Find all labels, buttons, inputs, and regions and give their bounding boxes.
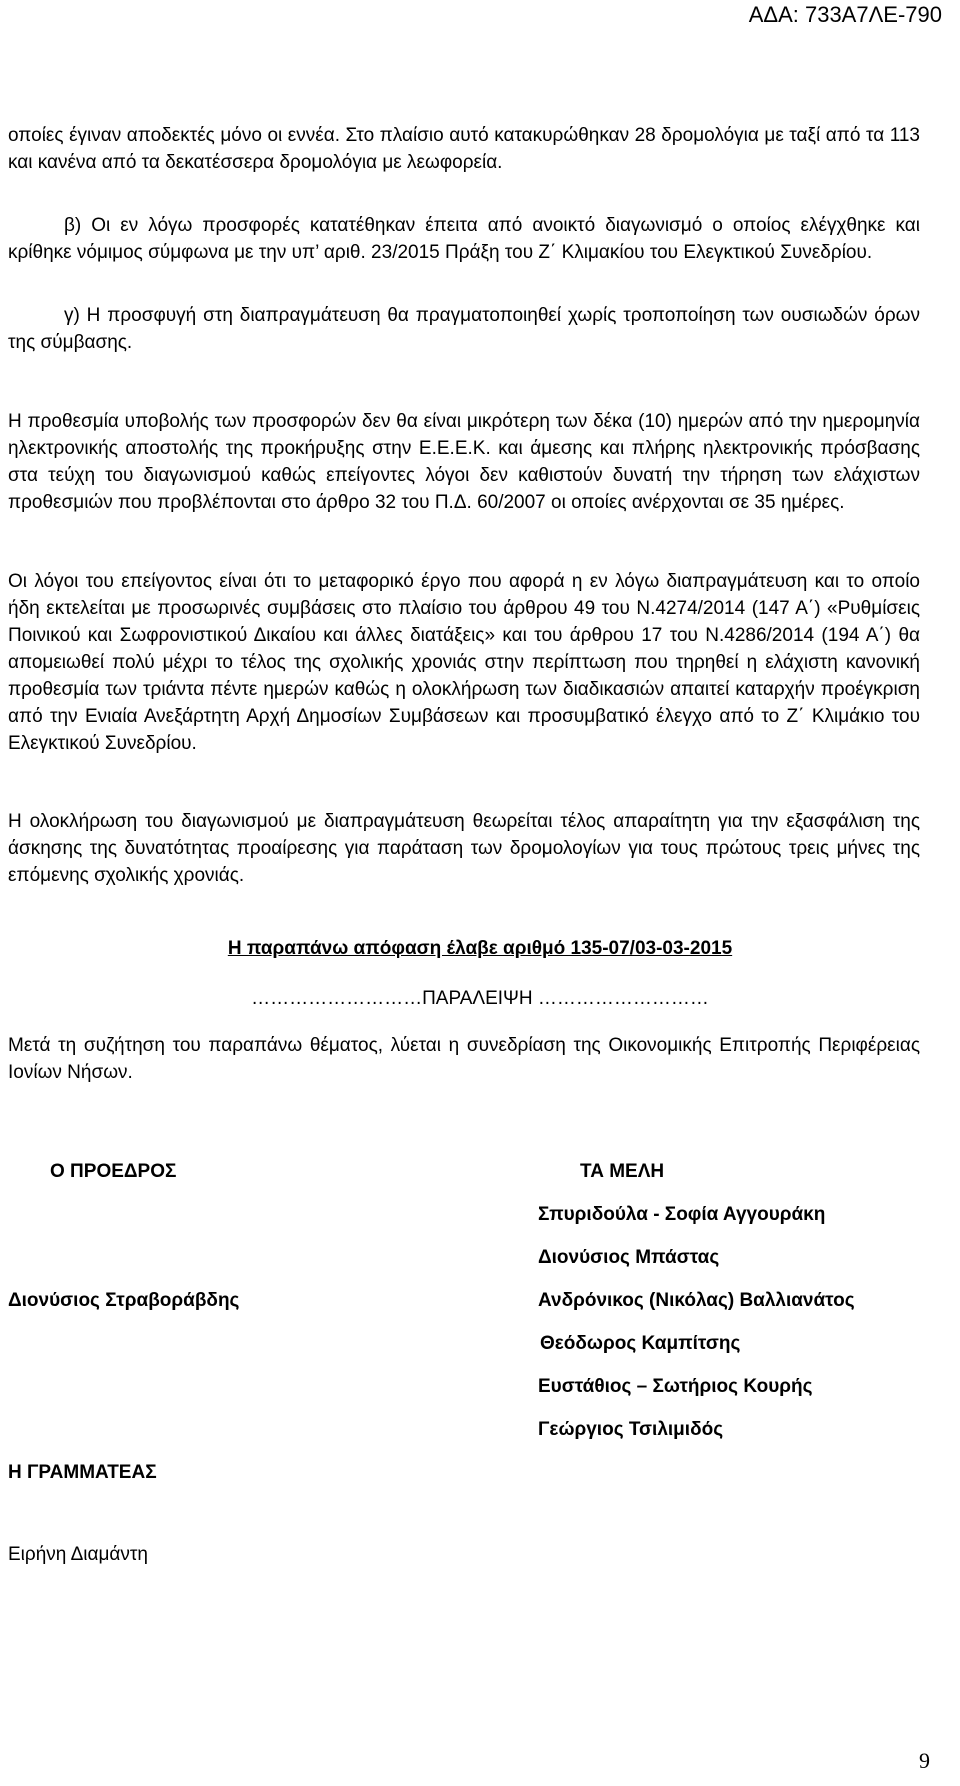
secretary-name: Ειρήνη Διαμάντη [8,1544,148,1565]
members-title: ΤΑ ΜΕΛΗ [580,1161,665,1182]
paragraph: Η ολοκλήρωση του διαγωνισμού με διαπραγμάτευση θεωρείται τέλος απαραίτητη για την εξασφάλιση της άσκησης της δυνατότητας προαίρεσης για παράταση των δρομολογίων για τους πρώτους τρεις μήνες της επόμενης σχολικής χρονιάς. [8,811,920,886]
paragraph: γ) Η προσφυγή στη διαπραγμάτευση θα πραγματοποιηθεί χωρίς τροποποίηση των ουσιωδών όρων της σύμβασης. [8,305,920,353]
paragraph-continuation [8,122,920,176]
member-name: Διονύσιος Μπάστας [538,1247,720,1268]
page-number: 9 [919,1748,930,1773]
paragraph-urgency [8,568,920,757]
ada-code: ΑΔΑ: 733Α7ΛΕ-790 [748,2,942,27]
paragraph: Οι λόγοι του επείγοντος είναι ότι το μεταφορικό έργο που αφορά η εν λόγω διαπραγμάτευση και το οποίο ήδη εκτελείται με προσωρινές συμβάσεις στο πλαίσιο του άρθρου 49 του Ν.4274/2014 (147 Α΄) «Ρυθμίσεις Ποινικού και Σωφρονιστικού Δικαίου και άλλες διατάξεις» και του άρθρου 17 του Ν.4286/2014 (194 Α΄) θα απομειωθεί πολύ μέχρι το τέλος της σχολικής χρονιάς στην περίπτωση που τηρηθεί η ελάχιστη κανονική προθεσμία των τριάντα πέντε ημερών καθώς η ολοκλήρωση των διαδικασιών απαιτεί καταρχήν προέγκριση από την Ενιαία Ανεξάρτητη Αρχή Δημοσίων Συμβάσεων και προσυμβατικό έλεγχο από το Ζ΄ Κλιμάκιο του Ελεγκτικού Συνεδρίου. [8,571,920,754]
decision-number: Η παραπάνω απόφαση έλαβε αριθμό 135-07/03-03-2015 [227,938,733,959]
paragraph-closing [8,1032,920,1086]
secretary-title: Η ΓΡΑΜΜΑΤΕΑΣ [8,1462,157,1483]
paragraph: οποίες έγιναν αποδεκτές μόνο οι εννέα. Στο πλαίσιο αυτό κατακυρώθηκαν 28 δρομολόγια με ταξί από τα 113 και κανένα από τα δεκατέσσερα δρομολόγια με λεωφορεία. [8,125,920,173]
member-name: Σπυριδούλα - Σοφία Αγγουράκη [538,1204,826,1225]
paragraph-c [8,302,920,356]
president-name: Διονύσιος Στραβοράβδης [8,1290,240,1311]
member-name: Ανδρόνικος (Νικόλας) Βαλλιανάτος [538,1290,855,1311]
member-name: Ευστάθιος – Σωτήριος Κουρής [538,1376,813,1397]
member-name: Γεώργιος Τσιλιμιδός [538,1419,724,1440]
paragraph-b [8,212,920,266]
paragraph-deadline [8,408,920,516]
paragraph-conclusion [8,808,920,889]
member-name: Θεόδωρος Καμπίτσης [540,1333,741,1354]
omission-marker: ………………………ΠΑΡΑΛΕΙΨΗ ……………………… [251,988,709,1009]
paragraph: β) Οι εν λόγω προσφορές κατατέθηκαν έπειτα από ανοικτό διαγωνισμό ο οποίος ελέγχθηκε και κρίθηκε νόμιμος σύμφωνα με την υπ’ αριθ. 23/2015 Πράξη του Ζ΄ Κλιμακίου του Ελεγκτικού Συνεδρίου. [8,215,920,263]
paragraph: Η προθεσμία υποβολής των προσφορών δεν θα είναι μικρότερη των δέκα (10) ημερών από την ημερομηνία ηλεκτρονικής αποστολής της προκήρυξης στην Ε.Ε.Ε.Κ. και άμεσης και πλήρης ηλεκτρονικής πρόσβασης στα τεύχη του διαγωνισμού καθώς επείγοντες λόγοι δεν καθιστούν δυνατή την τήρηση των ελάχιστων προθεσμιών που προβλέπονται στο άρθρο 32 του Π.Δ. 60/2007 οι οποίες ανέρχονται σε 35 ημέρες. [8,411,920,513]
paragraph: Μετά τη συζήτηση του παραπάνω θέματος, λύεται η συνεδρίαση της Οικονομικής Επιτροπής Περιφέρειας Ιονίων Νήσων. [8,1035,920,1083]
president-title: Ο ΠΡΟΕΔΡΟΣ [50,1161,177,1182]
